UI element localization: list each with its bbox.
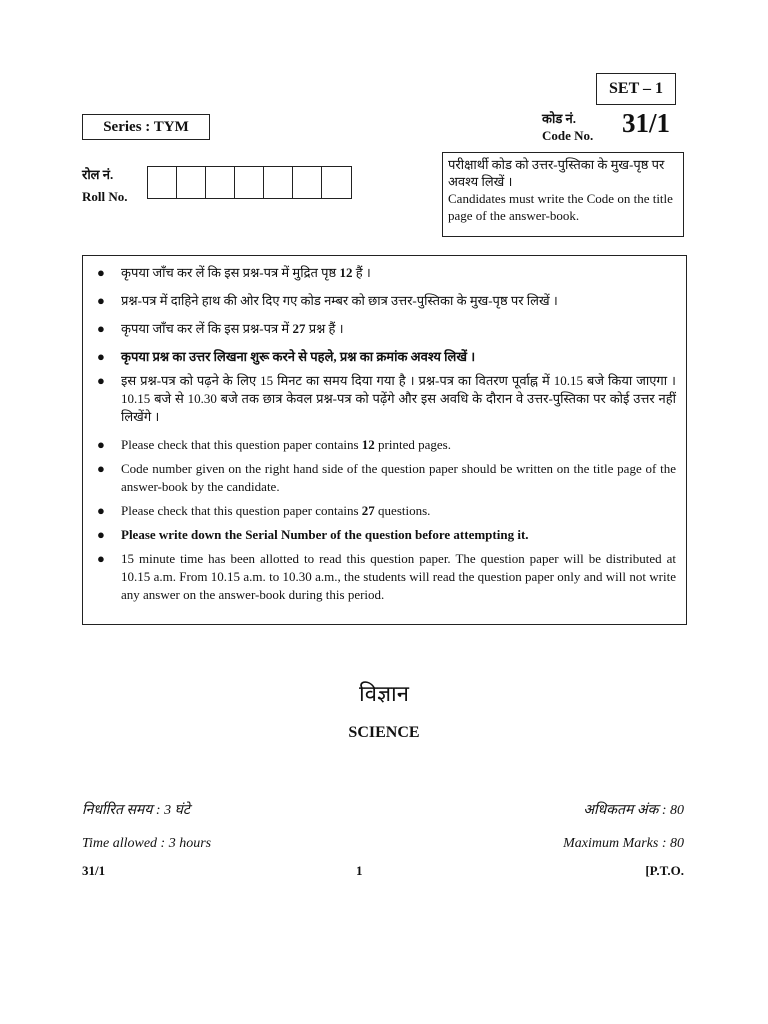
roll-number-cell[interactable] [148, 167, 177, 198]
instruction-number: 27 [292, 321, 306, 336]
candidate-note-hi: परीक्षार्थी कोड को उत्तर-पुस्तिका के मुख-पृष्ठ पर अवश्य लिखें । [448, 157, 665, 189]
roll-number-cell[interactable] [322, 167, 351, 198]
instruction-item [93, 320, 676, 338]
roll-number-cell[interactable] [293, 167, 322, 198]
instruction-text: Please write down the Serial Number of the question before attempting it. [121, 527, 529, 542]
instruction-item [93, 372, 676, 426]
instruction-item [93, 550, 676, 604]
instructions-english [93, 436, 676, 604]
time-allowed-english: Time allowed : 3 hours [82, 836, 212, 851]
code-label-en: Code No. [542, 128, 594, 143]
bullet-icon: ● [97, 527, 105, 542]
roll-number-cell[interactable] [235, 167, 264, 198]
roll-label [82, 164, 128, 208]
roll-number-cell[interactable] [177, 167, 206, 198]
bullet-icon: ● [97, 265, 105, 280]
bullet-icon: ● [97, 551, 105, 566]
bullet-icon: ● [97, 503, 105, 518]
set-label: SET – 1 [596, 73, 676, 105]
bullet-icon: ● [97, 461, 105, 476]
roll-number-grid [147, 166, 352, 199]
candidate-note-en: Candidates must write the Code on the title page of the answer-book. [448, 191, 673, 223]
instruction-text: printed pages. [374, 437, 451, 452]
instruction-number: 12 [339, 265, 353, 280]
code-label [542, 110, 593, 144]
instruction-item [93, 292, 676, 310]
instruction-text: इस प्रश्न-पत्र को पढ़ने के लिए 15 मिनट का समय दिया गया है । प्रश्न-पत्र का वितरण पूर्वाह्न में 10.15 बजे किया जाएगा । 10.15 बजे से 10.30 बजे तक छात्र केवल प्रश्न-पत्र को पढ़ेंगे और इस अवधि के दौरान वे उत्तर-पुस्तिका पर कोई उत्तर नहीं लिखेंगे । [121, 373, 676, 424]
footer-code: 31/1 [82, 863, 106, 878]
instructions-box [82, 255, 687, 625]
instruction-text: Code number given on the right hand side of the question paper should be written on the title page of the answer-book by the candidate. [121, 461, 676, 494]
instruction-text: 15 minute time has been allotted to read this question paper. The question paper will be distributed at 10.15 a.m. From 10.15 a.m. to 10.30 a.m., the students will read the question paper only and will not write any answer on the answer-book during this period. [121, 551, 676, 602]
bullet-icon: ● [97, 321, 105, 336]
instruction-item [93, 460, 676, 496]
instruction-item [93, 264, 676, 282]
bullet-icon: ● [97, 373, 105, 388]
instruction-text: कृपया जाँच कर लें कि इस प्रश्न-पत्र में [121, 321, 293, 336]
instruction-item [93, 502, 676, 520]
instruction-text: हैं । [352, 265, 371, 280]
bullet-icon: ● [97, 293, 105, 308]
roll-label-hi: रोल नं. [82, 167, 114, 182]
roll-number-cell[interactable] [264, 167, 293, 198]
maximum-marks-english: Maximum Marks : 80 [563, 836, 684, 851]
instructions-hindi [93, 264, 676, 426]
instruction-text: Please check that this question paper contains [121, 503, 362, 518]
code-label-hi: कोड नं. [542, 111, 577, 126]
roll-number-cell[interactable] [206, 167, 235, 198]
instruction-number: 27 [361, 503, 375, 518]
instruction-text: कृपया प्रश्न का उत्तर लिखना शुरू करने से पहले, प्रश्न का क्रमांक अवश्य लिखें । [121, 349, 476, 364]
instruction-text: कृपया जाँच कर लें कि इस प्रश्न-पत्र में मुद्रित पृष्ठ [121, 265, 340, 280]
instruction-number: 12 [361, 437, 375, 452]
instruction-item [93, 526, 676, 544]
time-allowed-hindi: निर्धारित समय : 3 घंटे [82, 803, 190, 818]
subject-title-hindi: विज्ञान [359, 681, 409, 706]
instruction-text: प्रश्न-पत्र में दाहिने हाथ की ओर दिए गए कोड नम्बर को छात्र उत्तर-पुस्तिका के मुख-पृष्ठ पर लिखें । [121, 293, 558, 308]
bullet-icon: ● [97, 437, 105, 452]
instruction-text: Please check that this question paper contains [121, 437, 362, 452]
instruction-text: questions. [374, 503, 431, 518]
instruction-text: प्रश्न हैं । [305, 321, 344, 336]
subject-title-english: SCIENCE [348, 724, 420, 741]
roll-label-en: Roll No. [82, 189, 128, 204]
instruction-item [93, 348, 676, 366]
please-turn-over: [P.T.O. [645, 863, 684, 878]
bullet-icon: ● [97, 349, 105, 364]
instruction-item [93, 436, 676, 454]
page-number: 1 [356, 863, 363, 878]
candidate-note-box [442, 152, 684, 237]
maximum-marks-hindi: अधिकतम अंक : 80 [583, 803, 684, 818]
series-label: Series : TYM [82, 114, 210, 140]
code-value: 31/1 [622, 108, 671, 138]
